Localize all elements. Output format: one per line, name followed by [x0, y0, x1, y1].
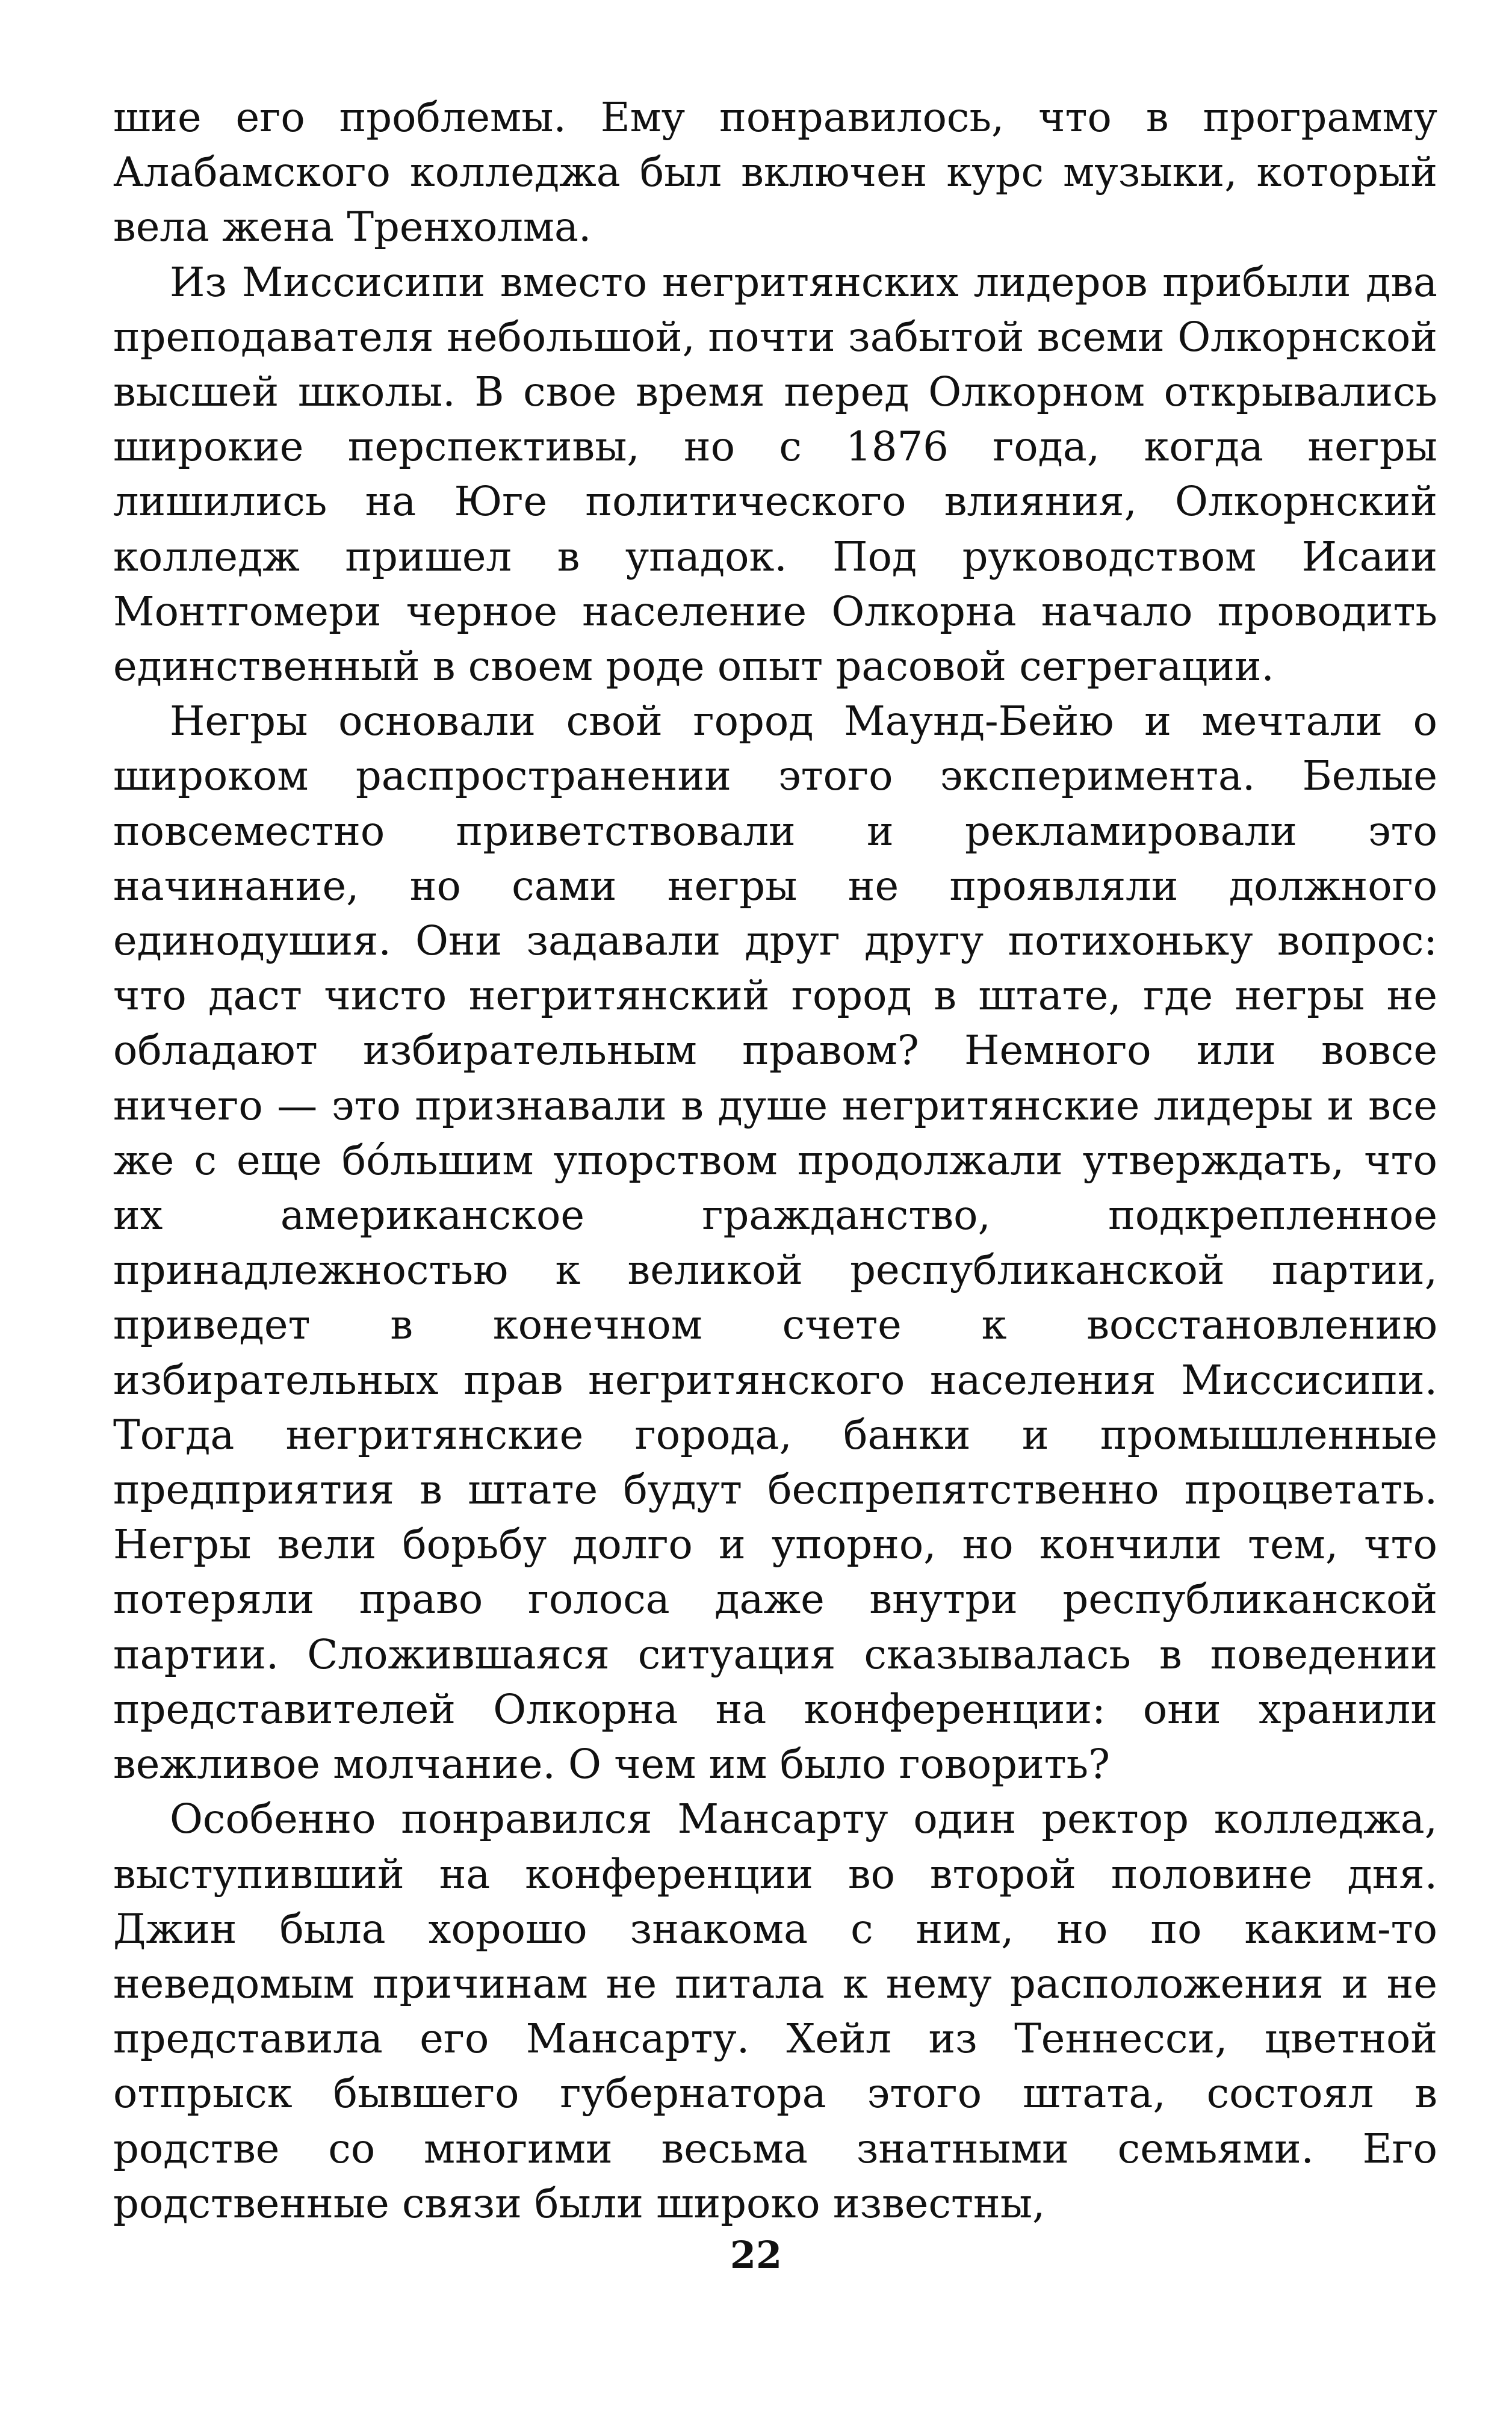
paragraph-mississippi: Из Миссисипи вместо негритянских лидеров прибыли два преподавателя небольшой, почти забытой всеми Олкорнской высшей школы. В свое время перед Олкорном открывались широкие перспективы, но с 1876 года, когда негры лишились на Юге политического влияния, Олкорнский колледж пришел в упадок. Под руководством Исаии Монтгомери черное население Олкорна начало проводить единственный в своем роде опыт расовой сегрегации.: [113, 258, 1437, 690]
paragraph-hale: Особенно понравился Мансарту один ректор колледжа, выступивший на конференции во второй половине дня. Джин была хорошо знакома с ним, но по каким-то неведомым причинам не питала к нему расположения и не представила его Мансарту. Хейл из Теннесси, цветной отпрыск бывшего губернатора этого штата, состоял в родстве со многими весьма знатными семьями. Его родственные связи были широко известны,: [113, 1795, 1437, 2227]
paragraph-continuation: шие его проблемы. Ему понравилось, что в программу Алабамского колледжа был включен курс музыки, который вела жена Тренхолма.: [113, 94, 1437, 251]
page-body: [113, 90, 1437, 2231]
page-number: 22: [730, 2233, 782, 2277]
paragraph-mound-bayou: Негры основали свой город Маунд-Бейю и мечтали о широком распространении этого эксперимента. Белые повсеместно приветствовали и рекламировали это начинание, но сами негры не проявляли должного единодушия. Они задавали друг другу потихоньку вопрос: что даст чисто негритянский город в штате, где негры не обладают избирательным правом? Немного или вовсе ничего — это признавали в душе негритянские лидеры и все же с еще бóльшим упорством продолжали утверждать, что их американское гражданство, подкрепленное принадлежностью к великой республиканской партии, приведет в конечном счете к восстановлению избирательных прав негритянского населения Миссисипи. Тогда негритянские города, банки и промышленные предприятия в штате будут беспрепятственно процветать. Негры вели борьбу долго и упорно, но кончили тем, что потеряли право голоса даже внутри республиканской партии. Сложившаяся ситуация сказывалась в поведении представителей Олкорна на конференции: они хранили вежливое молчание. О чем им было говорить?: [113, 698, 1437, 1788]
